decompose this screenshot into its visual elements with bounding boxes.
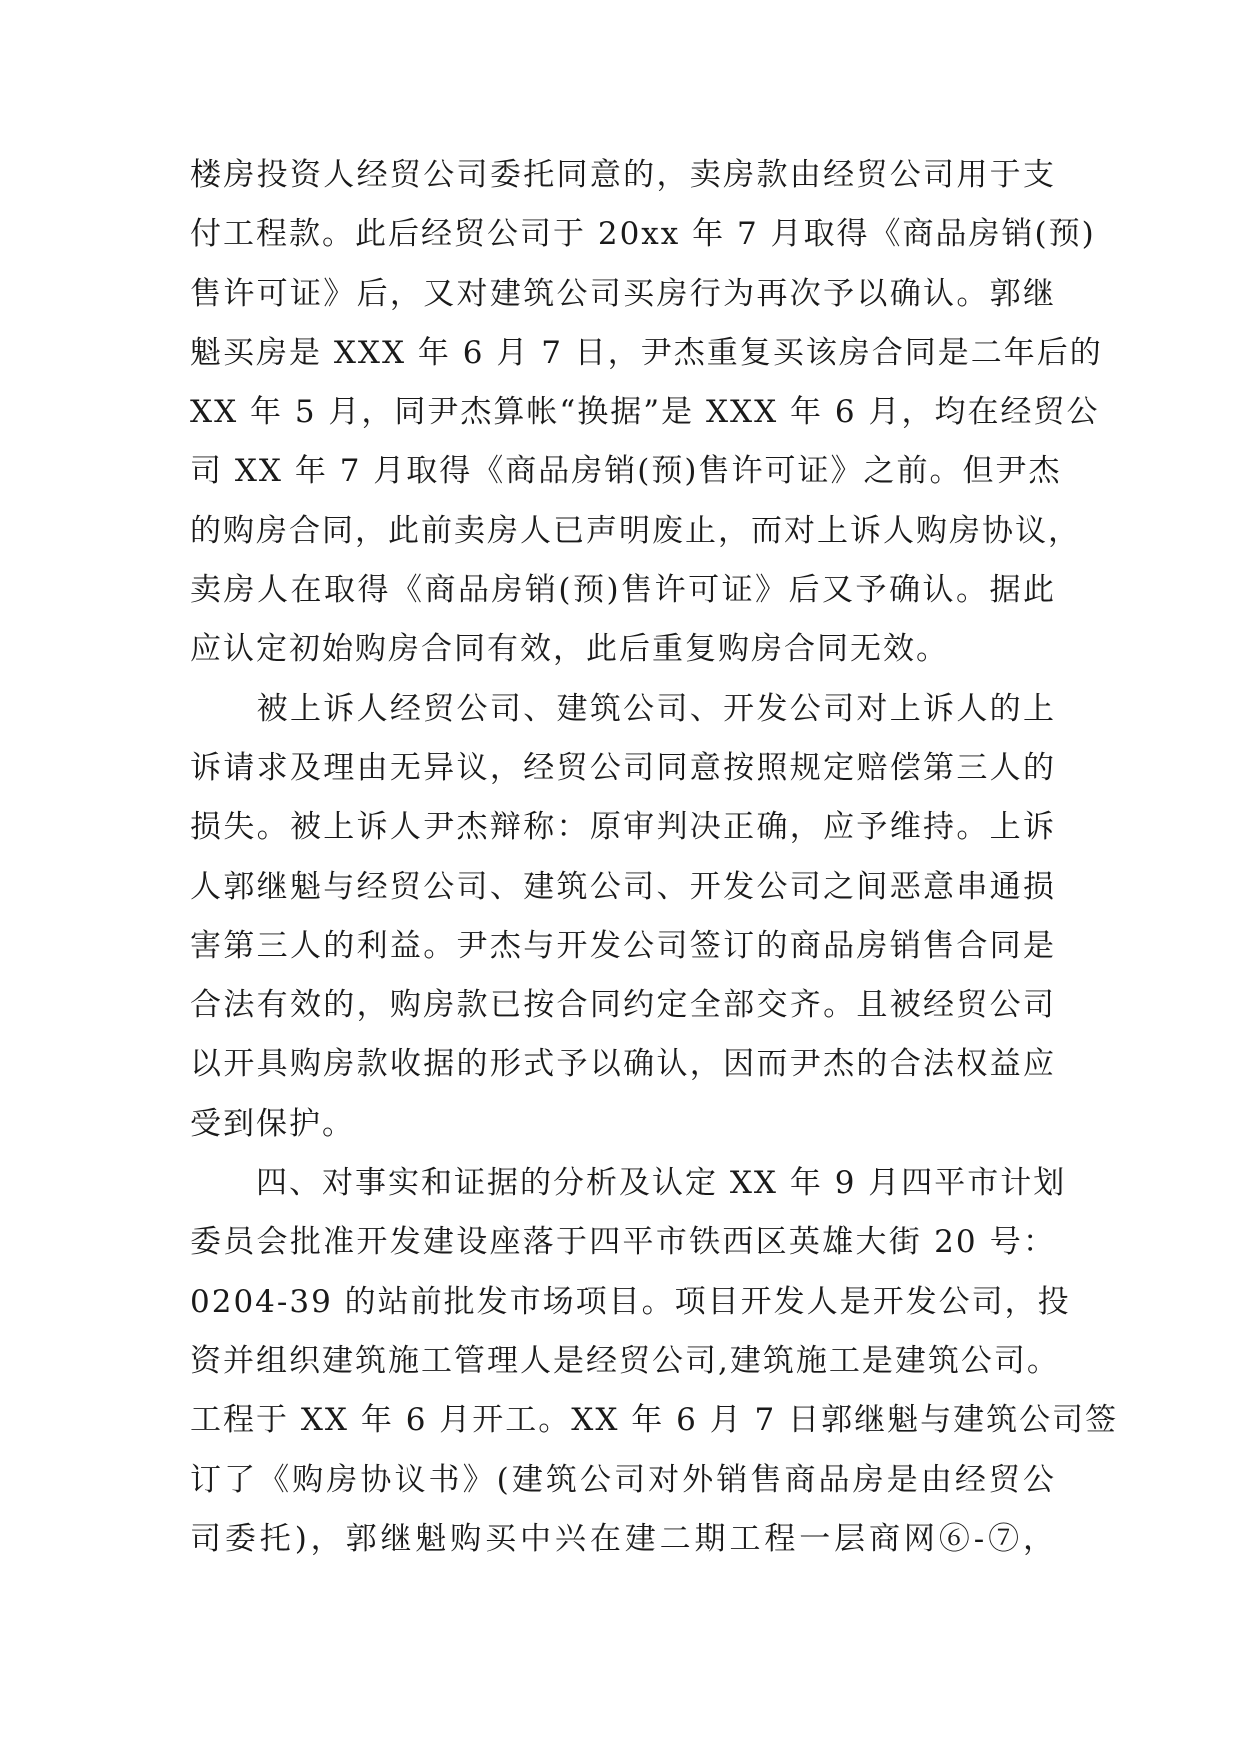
- text-line: 人郭继魁与经贸公司、建筑公司、开发公司之间恶意串通损: [190, 868, 1056, 905]
- text-line: 以开具购房款收据的形式予以确认，因而尹杰的合法权益应: [190, 1046, 1056, 1083]
- text-line: 受到保护。: [190, 1105, 355, 1142]
- text-line: 四、对事实和证据的分析及认定 XX 年 9 月四平市计划: [190, 1165, 1067, 1202]
- text-line: 卖房人在取得《商品房销(预)售许可证》后又予确认。据此: [190, 572, 1056, 609]
- text-line: 付工程款。此后经贸公司于 20xx 年 7 月取得《商品房销(预): [190, 216, 1096, 253]
- text-line: 的购房合同，此前卖房人已声明废止，而对上诉人购房协议，: [190, 512, 1081, 549]
- text-line: 楼房投资人经贸公司委托同意的，卖房款由经贸公司用于支: [190, 157, 1056, 193]
- text-line: 0204-39 的站前批发市场项目。项目开发人是开发公司，投: [190, 1283, 1071, 1320]
- text-line: 司委托)，郭继魁购买中兴在建二期工程一层商网⑥-⑦，: [190, 1520, 1056, 1557]
- document-body: [190, 146, 1119, 1569]
- text-line: 害第三人的利益。尹杰与开发公司签订的商品房销售合同是: [190, 927, 1056, 964]
- text-line: 魁买房是 XXX 年 6 月 7 日，尹杰重复买该房合同是二年后的: [190, 334, 1103, 371]
- text-line: 委员会批准开发建设座落于四平市铁西区英雄大街 20 号：: [190, 1224, 1056, 1261]
- text-line: 诉请求及理由无异议，经贸公司同意按照规定赔偿第三人的: [190, 749, 1056, 786]
- text-line: 资并组织建筑施工管理人是经贸公司,建筑施工是建筑公司。: [190, 1342, 1060, 1379]
- text-line: 被上诉人经贸公司、建筑公司、开发公司对上诉人的上: [190, 690, 1056, 727]
- text-line: 合法有效的，购房款已按合同约定全部交齐。且被经贸公司: [190, 987, 1056, 1024]
- text-line: 损失。被上诉人尹杰辩称：原审判决正确，应予维持。上诉: [190, 809, 1056, 846]
- text-line: 应认定初始购房合同有效，此后重复购房合同无效。: [190, 631, 949, 668]
- text-line: XX 年 5 月，同尹杰算帐“换据”是 XXX 年 6 月，均在经贸公: [190, 394, 1100, 431]
- text-line: 售许可证》后，又对建筑公司买房行为再次予以确认。郭继: [190, 275, 1056, 312]
- text-line: 工程于 XX 年 6 月开工。XX 年 6 月 7 日郭继魁与建筑公司签: [190, 1402, 1119, 1439]
- text-line: 司 XX 年 7 月取得《商品房销(预)售许可证》之前。但尹杰: [190, 453, 1062, 490]
- text-line: 订了《购房协议书》(建筑公司对外销售商品房是由经贸公: [190, 1461, 1056, 1498]
